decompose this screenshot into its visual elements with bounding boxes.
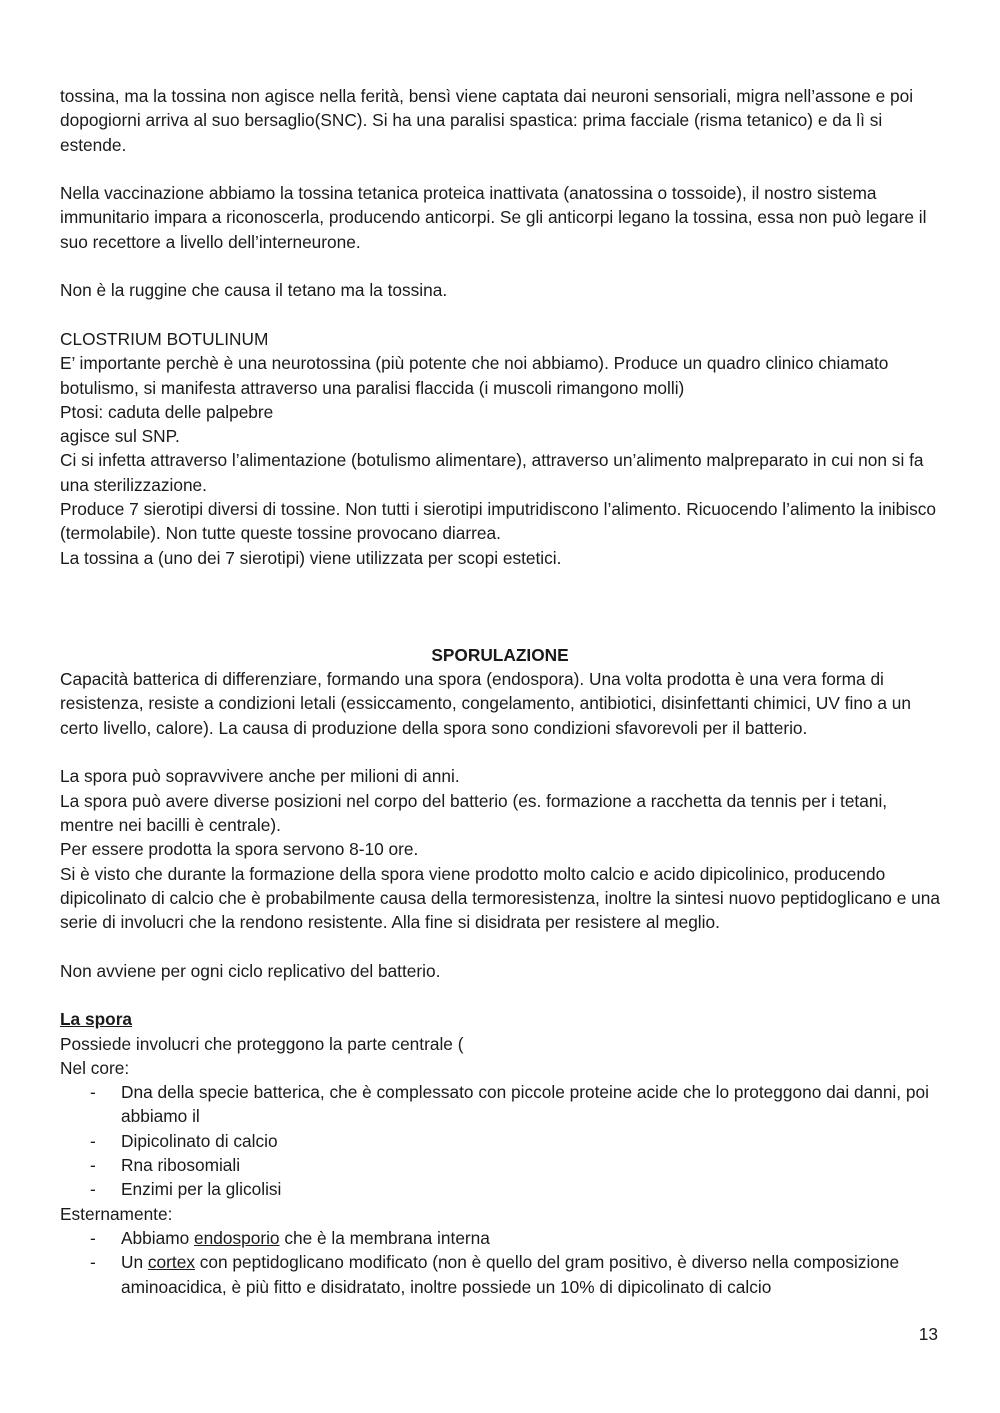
paragraph: Possiede involucri che proteggono la parte centrale ( bbox=[60, 1033, 464, 1054]
paragraph: agisce sul SNP. bbox=[60, 426, 180, 447]
subheading-la-spora: La spora bbox=[60, 1009, 133, 1030]
paragraph: La spora può avere diverse posizioni nel corpo del batterio (es. formazione a racchetta da tennis per i tetani, mentre nei bacilli è centrale). bbox=[60, 790, 888, 835]
list-item: - Dipicolinato di calcio bbox=[60, 1129, 940, 1153]
paragraph: E’ importante perchè è una neurotossina (più potente che noi abbiamo). Produce un quadro clinico chiamato botulismo, si manifesta attraverso una paralisi flaccida (i muscoli rimangono molli) bbox=[60, 353, 889, 398]
paragraph: La spora può sopravvivere anche per milioni di anni. bbox=[60, 766, 460, 787]
paragraph: Non è la ruggine che causa il tetano ma la tossina. bbox=[60, 280, 448, 301]
list-item-text: che è la membrana interna bbox=[279, 1227, 490, 1248]
paragraph: Produce 7 sierotipi diversi di tossine. Non tutti i sierotipi imputridiscono l’alimento. Ricuocendo l’alimento la inibisco (termolabile). Non tutte queste tossine provocano diarrea. bbox=[60, 499, 936, 544]
paragraph: Ptosi: caduta delle palpebre bbox=[60, 401, 274, 422]
paragraph: Non avviene per ogni ciclo replicativo del batterio. bbox=[60, 960, 441, 981]
list-item: - Enzimi per la glicolisi bbox=[60, 1177, 940, 1201]
list-item-text: Abbiamo bbox=[121, 1227, 195, 1248]
external-list bbox=[60, 1226, 940, 1299]
core-list bbox=[60, 1080, 940, 1201]
paragraph: Ci si infetta attraverso l’alimentazione (botulismo alimentare), attraverso un’alimento malpreparato in cui non si fa una sterilizzazione. bbox=[60, 450, 924, 495]
list-item bbox=[60, 1250, 940, 1299]
section-title-botulinum: CLOSTRIUM BOTULINUM bbox=[60, 328, 269, 349]
paragraph: Capacità batterica di differenziare, formando una spora (endospora). Una volta prodotta è una vera forma di resistenza, resiste a condizioni letali (essiccamento, congelamento, antibiotici, disinfettanti chimici, UV fino a un certo livello, calore). La causa di produzione della spora sono condizioni sfavorevoli per il batterio. bbox=[60, 669, 912, 738]
list-label-core: Nel core: bbox=[60, 1057, 130, 1078]
underlined-term: cortex bbox=[147, 1252, 195, 1273]
page-number: 13 bbox=[918, 1324, 938, 1344]
section-heading-sporulazione: SPORULAZIONE bbox=[431, 644, 569, 665]
underlined-term: endosporio bbox=[194, 1227, 280, 1248]
list-item-text: Un bbox=[121, 1252, 148, 1273]
list-item-text: con peptidoglicano modificato (non è quello del gram positivo, è diverso nella composizione aminoacidica, è più fitto e disidratato, inoltre possiede un 10% di dipicolinato di calcio bbox=[121, 1252, 900, 1297]
paragraph: tossina, ma la tossina non agisce nella ferità, bensì viene captata dai neuroni sensoriali, migra nell’assone e poi dopogiorni arriva al suo bersaglio(SNC). Si ha una paralisi spastica: prima facciale (risma tetanico) e da lì si estende. bbox=[60, 86, 914, 155]
paragraph: La tossina a (uno dei 7 sierotipi) viene utilizzata per scopi estetici. bbox=[60, 547, 562, 568]
page-content bbox=[60, 84, 940, 1299]
paragraph: Nella vaccinazione abbiamo la tossina tetanica proteica inattivata (anatossina o tossoide), il nostro sistema immunitario impara a riconoscerla, producendo anticorpi. Se gli anticorpi legano la tossina, essa non può legare il suo recettore a livello dell’interneurone. bbox=[60, 183, 927, 252]
list-item: - Rna ribosomiali bbox=[60, 1153, 940, 1177]
list-label-external: Esternamente: bbox=[60, 1203, 173, 1224]
list-item bbox=[60, 1226, 940, 1250]
paragraph: Per essere prodotta la spora servono 8-10 ore. bbox=[60, 839, 419, 860]
paragraph: Si è visto che durante la formazione della spora viene prodotto molto calcio e acido dipicolinico, producendo dipicolinato di calcio che è probabilmente causa della termoresistenza, inoltre la sintesi nuovo peptidoglicano e una serie di involucri che la rendono resistente. Alla fine si disidrata per resistere al meglio. bbox=[60, 863, 940, 933]
list-item: - Dna della specie batterica, che è complessato con piccole proteine acide che lo proteggono dai danni, poi abbiamo il bbox=[60, 1080, 940, 1129]
